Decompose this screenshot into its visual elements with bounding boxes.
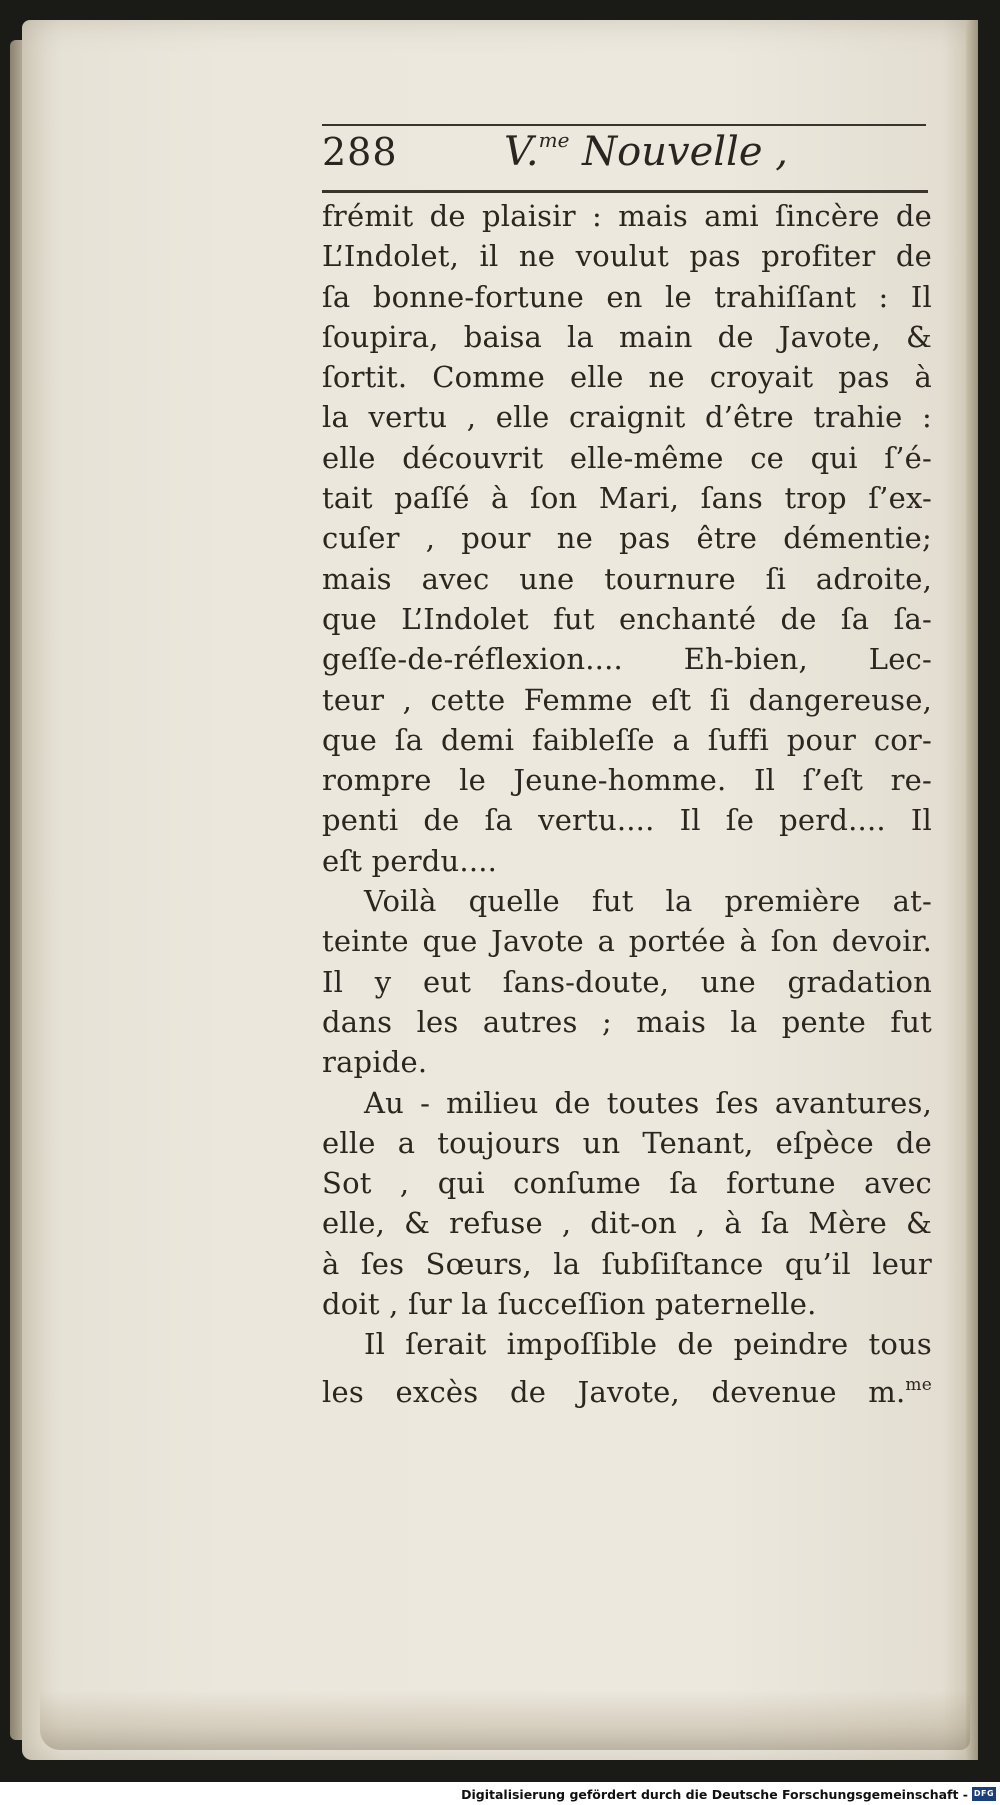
text-line: Sot , qui conſume ſa fortune avec (322, 1166, 932, 1201)
text-line-main: les excès de Javote, devenue m. (322, 1374, 906, 1409)
text-line: dans les autres ; mais la pente fut (322, 1004, 932, 1039)
digitization-credit-text: Digitalisierung gefördert durch die Deutsche Forschungsgemeinschaft - (461, 1786, 968, 1802)
text-line: teinte que Javote a portée à ſon devoir. (322, 924, 932, 959)
text-line: ſortit. Comme elle ne croyait pas à (322, 360, 932, 395)
text-line: doit , ſur la ſucceſſion paternelle. (322, 1287, 817, 1322)
text-line: Au - milieu de toutes ſes avantures, (364, 1085, 932, 1120)
paragraph-1 (322, 196, 932, 881)
page-bottom-edge (40, 1690, 970, 1750)
page-number: 288 (322, 130, 398, 174)
text-line: cuſer , pour ne pas être démentie; (322, 521, 932, 556)
text-line: mais avec une tournure ſi adroite, (322, 561, 932, 596)
paragraph-3 (322, 1083, 932, 1325)
text-line: Il ſerait impoſſible de peindre tous (364, 1327, 932, 1362)
text-line: teur , cette Femme eſt ſi dangereuse, (322, 682, 932, 717)
running-head-title-rest: Nouvelle , (569, 129, 788, 175)
text-line: penti de ſa vertu.... Il ſe perd.... Il (322, 803, 932, 838)
text-line: ſa bonne-fortune en le trahiſſant : Il (322, 279, 932, 314)
text-line: elle découvrit elle-même ce qui ſ’é- (322, 440, 932, 475)
text-line: ſoupira, baisa la main de Javote, & (322, 319, 932, 354)
text-line: geſſe-de-réflexion.... Eh-bien, Lec- (322, 642, 932, 677)
paragraph-2 (322, 881, 932, 1082)
paragraph-4 (322, 1324, 932, 1409)
text-line: eſt perdu.... (322, 843, 498, 878)
text-line: la vertu , elle craignit d’être trahie : (322, 400, 932, 435)
running-head-title (504, 128, 788, 175)
text-line: Voilà quelle fut la première at- (364, 884, 932, 919)
text-line: que ſa demi faibleſſe a ſuffi pour cor- (322, 722, 932, 757)
text-line: elle, & refuse , dit-on , à ſa Mère & (322, 1206, 932, 1241)
text-line: Il y eut ſans-doute, une gradation (322, 964, 932, 999)
body-text (322, 196, 932, 1409)
text-line: que L’Indolet fut enchanté de ſa ſa- (322, 601, 932, 636)
abbreviation-superscript: me (905, 1374, 932, 1395)
header-top-rule (322, 124, 926, 126)
text-line: L’Indolet, il ne voulut pas profiter de (322, 239, 932, 274)
digitization-credit (461, 1784, 996, 1804)
dfg-logo: DFG (972, 1787, 996, 1801)
text-line: frémit de plaisir : mais ami ſincère de (322, 199, 932, 233)
text-line: rapide. (322, 1045, 428, 1080)
text-line-with-superscript (322, 1365, 932, 1409)
page-fore-edge (966, 20, 978, 1760)
text-line: rompre le Jeune-homme. Il ſ’eſt re- (322, 763, 932, 798)
text-line: elle a toujours un Tenant, eſpèce de (322, 1125, 932, 1160)
running-head-title-superscript: me (538, 128, 570, 152)
text-line: à ſes Sœurs, la ſubſiſtance qu’il leur (322, 1246, 932, 1281)
running-head-title-prefix: V. (504, 129, 539, 175)
header-bottom-rule (322, 190, 928, 193)
text-line: tait paſſé à ſon Mari, ſans trop ſ’ex- (322, 481, 932, 516)
running-head (322, 128, 932, 186)
